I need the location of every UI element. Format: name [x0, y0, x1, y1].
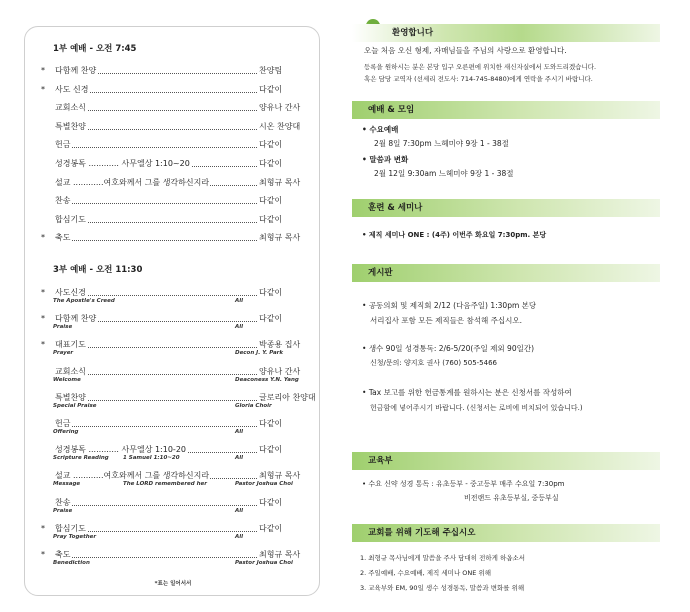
program-row: [41, 139, 309, 151]
program-leader: 다같이: [259, 523, 283, 533]
prayer-item-3: 3. 교육부와 EM, 90일 생수 성경통독, 말씀과 변화를 위해: [360, 584, 525, 592]
program-row-english: [53, 350, 313, 359]
program-item: 합심기도: [55, 523, 86, 533]
standing-mark: *: [41, 66, 45, 75]
standing-mark: *: [41, 340, 45, 350]
program-item: 사도 신경: [55, 84, 89, 94]
program-item: 찬송: [55, 196, 71, 206]
program-item: 설교 ............여호와께서 그를 생각하신지라: [55, 177, 210, 187]
welcome-header: 환영합니다: [352, 24, 660, 42]
program-item: 특별찬양: [55, 392, 86, 402]
program-item: 교회소식: [55, 366, 86, 376]
program-leader: 다같이: [259, 445, 283, 455]
program-item: 교회소식: [55, 103, 86, 113]
program-item: 설교 ............여호와께서 그를 생각하신지라: [55, 471, 210, 481]
program-row: [41, 65, 309, 77]
program-leader: 최형규 목사: [259, 550, 301, 559]
english-leader: Deaconess Y.N. Yang: [235, 376, 299, 383]
board-item-2-detail: 신청/문의: 양지호 권사 (760) 505-5466: [370, 359, 497, 367]
program-leader: 박종용 집사: [259, 340, 301, 350]
program-item: 대표기도: [55, 340, 86, 350]
program-row-english: [53, 324, 313, 333]
program-item: 다함께 찬양: [55, 66, 97, 75]
english-item: Benediction: [53, 560, 90, 566]
worship-item-wednesday: • 수요예배: [362, 125, 399, 134]
welcome-line-3: 혹은 담당 교역자 (선세리 전도사: 714-745-8480)에게 연락을 주시기 바랍니다.: [364, 75, 593, 83]
program-item: 합심기도: [55, 214, 86, 224]
education-line-1: • 수요 신약 성경 통독 : 유초등부 - 중고등부 매주 수요일 7:30pm: [362, 480, 565, 488]
program-row: [41, 158, 309, 170]
first-service-title: 1부 예배 - 오전 7:45: [53, 44, 137, 54]
english-item: The Apostle's Creed: [53, 298, 115, 304]
program-row-english: [53, 481, 313, 490]
program-leader: 찬양팀: [259, 66, 283, 75]
english-leader: Gloria Choir: [235, 402, 272, 409]
program-leader: 다같이: [259, 419, 283, 428]
board-item-1: • 공동의회 및 제직회 2/12 (다음주일) 1:30pm 본당: [362, 301, 537, 310]
program-leader: 다같이: [259, 214, 283, 224]
program-item: 성경봉독 ............ 사무엘상 1:10-20: [55, 445, 186, 455]
english-item: Offering: [53, 429, 79, 435]
board-item-2: • 생수 90일 성경통독: 2/6-5/20(주일 제외 90일간): [362, 344, 535, 353]
english-leader: All: [235, 455, 244, 462]
standing-mark: *: [41, 550, 45, 559]
board-item-3: • Tax 보고를 위한 헌금통계를 원하시는 분은 신청서를 작성하여: [362, 388, 572, 397]
standing-mark: *: [41, 523, 45, 533]
english-item: Scripture Reading: [53, 455, 109, 462]
standing-mark: *: [41, 84, 45, 94]
program-leader: 최형규 목사: [259, 233, 301, 243]
program-row-english: [53, 377, 313, 386]
program-row-english: [53, 429, 313, 438]
program-leader: 다같이: [259, 497, 283, 507]
program-row-english: [53, 508, 313, 517]
standing-mark: *: [41, 233, 45, 243]
english-detail: The LORD remembered her: [123, 481, 207, 488]
english-leader: Pastor Joshua Choi: [235, 560, 293, 566]
program-leader: 다같이: [259, 140, 283, 150]
program-leader: 글로리아 찬양대: [259, 392, 316, 402]
program-item: 사도신경: [55, 288, 86, 297]
english-leader: All: [235, 298, 244, 304]
worship-item-word-detail: 2월 12일 9:30am 느헤미야 9장 1 - 38절: [374, 169, 514, 178]
program-leader: 시온 찬양대: [259, 121, 301, 131]
english-leader: All: [235, 429, 244, 435]
program-row: [41, 121, 309, 133]
board-item-3-detail: 헌금함에 넣어주시기 바랍니다. (신청서는 로비에 비치되어 있습니다.): [370, 404, 583, 412]
english-leader: All: [235, 533, 244, 540]
worship-header: 예배 & 모임: [352, 101, 660, 119]
worship-item-wednesday-detail: 2월 8일 7:30pm 느헤미야 9장 1 - 38절: [374, 139, 509, 148]
third-service-title: 3부 예배 - 오전 11:30: [53, 265, 143, 275]
english-item: Praise: [53, 324, 73, 331]
program-row: [41, 214, 309, 226]
english-leader: All: [235, 324, 244, 331]
program-leader: 다같이: [259, 159, 283, 168]
english-item: Prayer: [53, 350, 74, 357]
program-row: [41, 177, 309, 189]
education-line-2: 비전랜드 유초등부실, 중등부실: [464, 494, 559, 502]
english-leader: All: [235, 507, 244, 514]
welcome-line-1: 오늘 처음 오신 형제, 자매님들을 주님의 사랑으로 환영합니다.: [364, 46, 567, 55]
program-item: 헌금: [55, 419, 71, 428]
order-of-worship-card: [24, 26, 320, 596]
program-leader: 양유나 간사: [259, 366, 301, 376]
program-row-english: [53, 455, 313, 464]
program-item: 축도: [55, 233, 71, 243]
program-item: 찬송: [55, 497, 71, 507]
program-leader: 다같이: [259, 314, 283, 324]
english-item: Special Praise: [53, 402, 97, 409]
english-detail: 1 Samuel 1:10~20: [123, 455, 180, 462]
program-leader: 다같이: [259, 288, 283, 297]
prayer-item-2: 2. 주일예배, 수요예배, 제직 세미나 ONE 위해: [360, 569, 492, 577]
english-leader: Pastor Joshua Choi: [235, 481, 293, 488]
english-item: Welcome: [53, 376, 81, 383]
program-item: 특별찬양: [55, 121, 86, 131]
program-row-english: [53, 298, 313, 307]
program-item: 다함께 찬양: [55, 314, 97, 324]
board-item-1-detail: 서리집사 포함 모든 제직들은 참석해 주십시오.: [370, 316, 522, 325]
program-leader: 양유나 간사: [259, 103, 301, 113]
standing-mark: *: [41, 288, 45, 297]
english-item: Message: [53, 481, 81, 488]
education-header: 교육부: [352, 452, 660, 470]
prayer-item-1: 1. 최형규 목사님에게 말씀을 주사 담대히 전하게 하옵소서: [360, 554, 526, 562]
board-header: 게시판: [352, 264, 660, 282]
training-line: • 제직 세미나 ONE : (4주) 이번주 화요일 7:30pm. 본당: [362, 231, 547, 239]
program-leader: 다같이: [259, 196, 283, 206]
program-row-english: [53, 403, 313, 412]
standing-footnote: *표는 일어서서: [154, 581, 192, 587]
program-item: 축도: [55, 550, 71, 559]
english-leader: Decon J. Y. Park: [235, 350, 284, 357]
worship-item-word: • 말씀과 변화: [362, 155, 409, 164]
program-row-english: [53, 534, 313, 543]
program-row: [41, 195, 309, 207]
standing-mark: *: [41, 314, 45, 324]
english-item: Praise: [53, 507, 73, 514]
program-row: [41, 84, 309, 96]
program-item: 성경봉독 ............ 사무엘상 1:10~20: [55, 159, 190, 168]
program-leader: 다같이: [259, 84, 283, 94]
program-leader: 최형규 목사: [259, 471, 301, 481]
welcome-line-2: 등록을 원하시는 분은 본당 입구 오른편에 위치한 새신자실에서 도와드리겠습니다.: [364, 63, 597, 71]
program-leader: 최형규 목사: [259, 177, 301, 187]
prayer-header: 교회를 위해 기도해 주십시오: [352, 524, 660, 542]
program-item: 헌금: [55, 140, 71, 150]
program-row-english: [53, 560, 313, 569]
training-header: 훈련 & 세미나: [352, 199, 660, 217]
program-row: [41, 232, 309, 244]
program-row: [41, 102, 309, 114]
english-item: Pray Together: [53, 533, 97, 540]
